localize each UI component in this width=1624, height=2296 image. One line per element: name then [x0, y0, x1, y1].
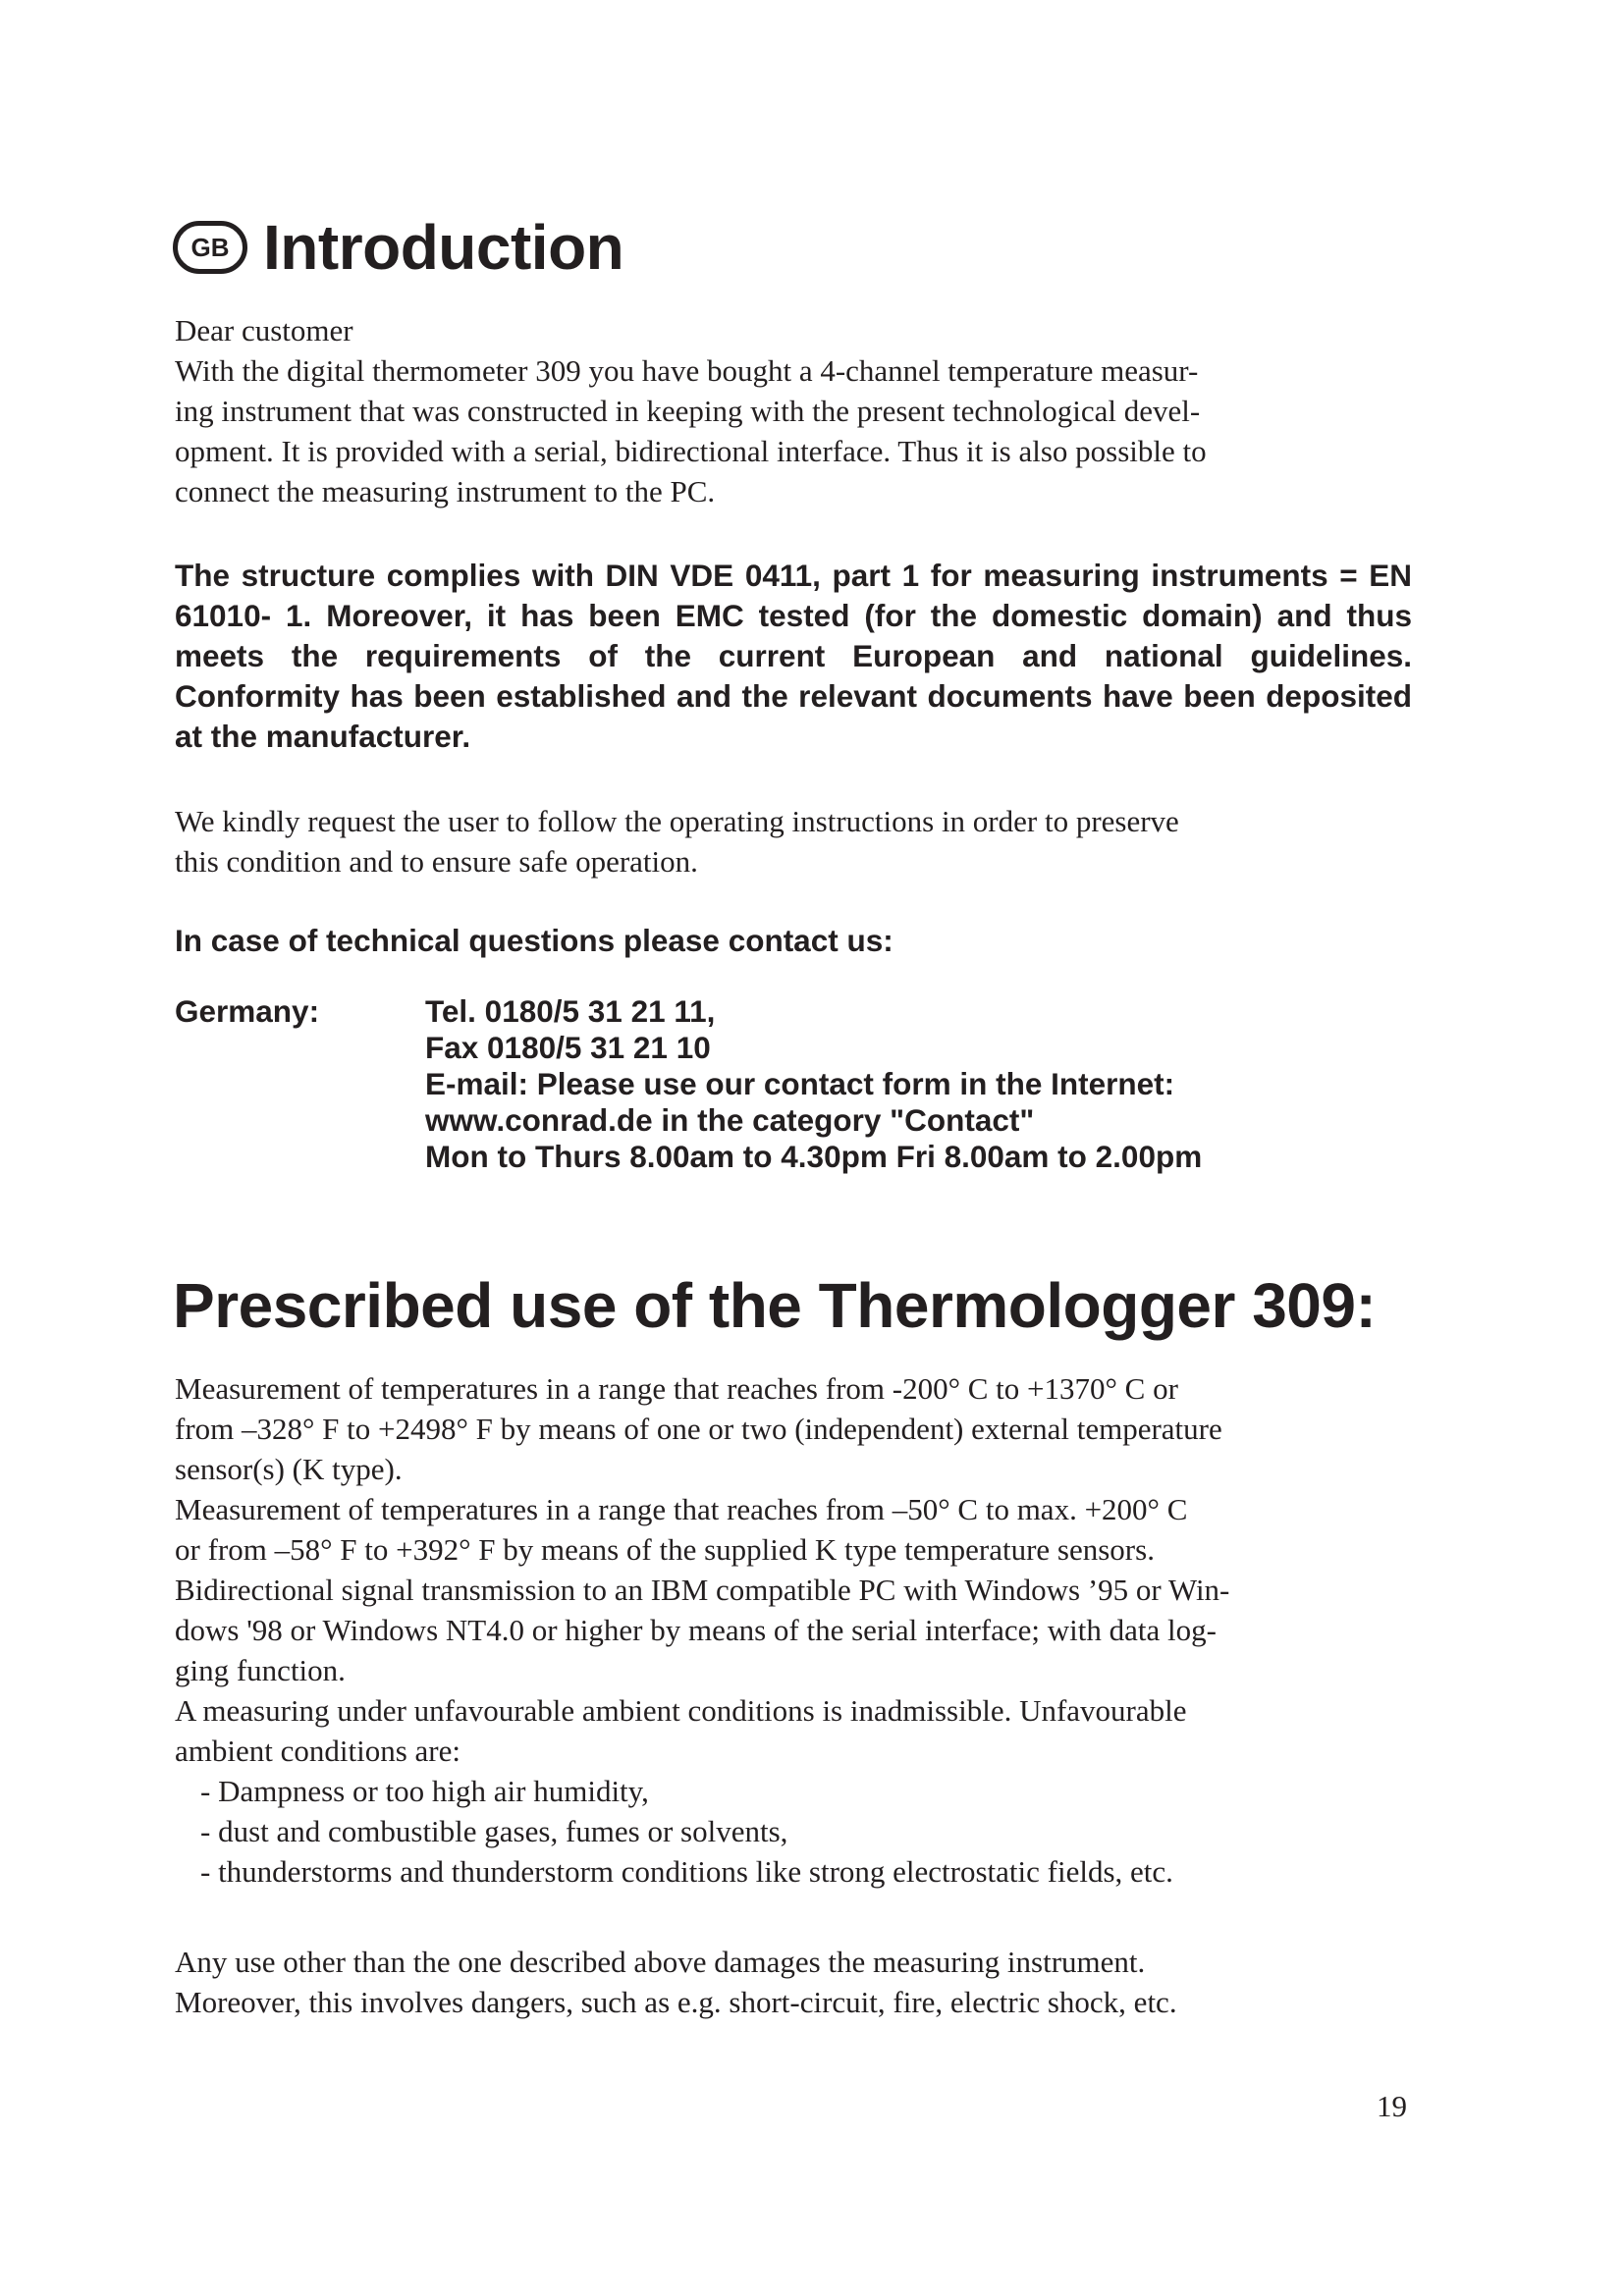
- text-line: Measurement of temperatures in a range that reaches from –50° C to max. +200° C: [175, 1492, 1188, 1526]
- text-line: from –328° F to +2498° F by means of one or two (independent) external temperature: [175, 1412, 1222, 1446]
- contact-hours: Mon to Thurs 8.00am to 4.30pm Fri 8.00am to 2.00pm: [425, 1139, 1203, 1174]
- contact-website: www.conrad.de in the category "Contact": [425, 1102, 1035, 1138]
- conditions-list: [175, 1771, 1414, 1892]
- page-number: 19: [1377, 2089, 1407, 2123]
- text-line: dows '98 or Windows NT4.0 or higher by means of the serial interface; with data log-: [175, 1613, 1217, 1647]
- prescribed-use-title: Prescribed use of the Thermologger 309:: [173, 1270, 1377, 1341]
- prescribed-use-body: [175, 1368, 1414, 1892]
- compliance-paragraph: The structure complies with DIN VDE 0411, part 1 for measuring instruments = EN 61010- 1. Moreover, it has been EMC tested (for the domestic domain) and thus meets the requirements of the current European and national guidelines. Conformity has been established and the relevant documents have been deposited at the manufacturer.: [175, 558, 1412, 754]
- text-line: With the digital thermometer 309 you have bought a 4-channel temperature measur-: [175, 353, 1199, 388]
- compliance-block: [175, 556, 1412, 757]
- text-line: sensor(s) (K type).: [175, 1452, 403, 1486]
- text-line: connect the measuring instrument to the PC.: [175, 474, 716, 508]
- gb-country-badge-icon: GB: [173, 221, 247, 274]
- list-item: - Dampness or too high air humidity,: [200, 1774, 649, 1808]
- contact-heading-block: [175, 921, 1414, 961]
- intro-paragraph: [175, 310, 1414, 511]
- contact-phone: Tel. 0180/5 31 21 11,: [425, 993, 716, 1029]
- text-line: Measurement of temperatures in a range that reaches from -200° C to +1370° C or: [175, 1371, 1178, 1406]
- request-paragraph: [175, 801, 1414, 881]
- text-line: this condition and to ensure safe operation.: [175, 844, 698, 879]
- text-line: or from –58° F to +392° F by means of the supplied K type temperature sensors.: [175, 1532, 1155, 1567]
- contact-country-label: Germany:: [175, 993, 320, 1029]
- text-line: We kindly request the user to follow the operating instructions in order to preserve: [175, 804, 1179, 838]
- contact-heading: In case of technical questions please contact us:: [175, 923, 893, 958]
- text-line: ing instrument that was constructed in keeping with the present technological devel-: [175, 394, 1201, 428]
- text-line: Moreover, this involves dangers, such as e.g. short-circuit, fire, electric shock, etc.: [175, 1985, 1177, 2019]
- text-line: A measuring under unfavourable ambient conditions is inadmissible. Unfavourable: [175, 1693, 1187, 1728]
- salutation: Dear customer: [175, 313, 353, 347]
- contact-fax: Fax 0180/5 31 21 10: [425, 1030, 711, 1065]
- text-line: Any use other than the one described above damages the measuring instrument.: [175, 1945, 1146, 1979]
- contact-email: E-mail: Please use our contact form in the Internet:: [425, 1066, 1175, 1101]
- text-line: opment. It is provided with a serial, bidirectional interface. Thus it is also possible to: [175, 434, 1207, 468]
- intro-heading-row: [173, 208, 623, 287]
- intro-title: Introduction: [263, 212, 624, 283]
- text-line: ambient conditions are:: [175, 1734, 460, 1768]
- closing-paragraph: [175, 1942, 1414, 2022]
- text-line: ging function.: [175, 1653, 346, 1687]
- text-line: Bidirectional signal transmission to an IBM compatible PC with Windows ’95 or Win-: [175, 1573, 1230, 1607]
- contact-details: [175, 993, 1202, 1175]
- list-item: - dust and combustible gases, fumes or solvents,: [200, 1814, 788, 1848]
- list-item: - thunderstorms and thunderstorm conditions like strong electrostatic fields, etc.: [200, 1854, 1173, 1889]
